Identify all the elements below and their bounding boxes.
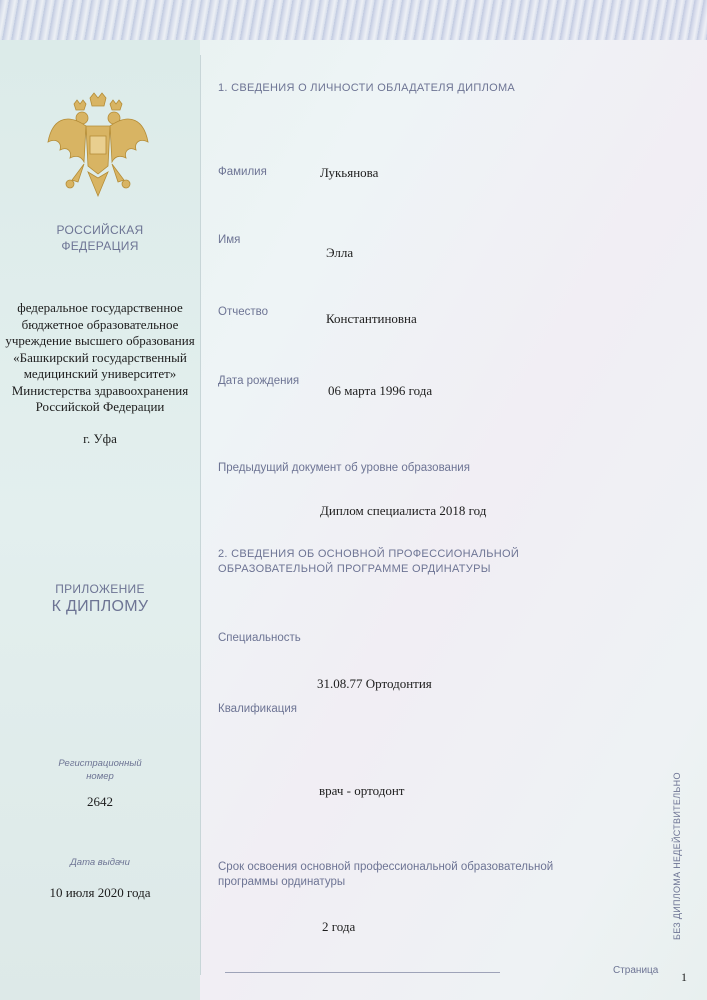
country-name	[0, 222, 200, 254]
birth-date-label: Дата рождения	[218, 375, 300, 387]
institution-line: федеральное государственное	[17, 300, 183, 315]
section-2-title-line-1: 2. СВЕДЕНИЯ ОБ ОСНОВНОЙ ПРОФЕССИОНАЛЬНОЙ	[218, 548, 520, 560]
term-label-line-1: Срок освоения основной профессиональной образовательной	[218, 861, 554, 873]
term-label-line-2: программы ординатуры	[218, 876, 346, 888]
city: г. Уфа	[83, 431, 117, 446]
institution-line: Российской Федерации	[35, 399, 165, 414]
registration-number: 2642	[87, 794, 113, 809]
section-1-title: 1. СВЕДЕНИЯ О ЛИЧНОСТИ ОБЛАДАТЕЛЯ ДИПЛОМА	[218, 82, 516, 94]
surname-label: Фамилия	[218, 166, 267, 178]
surname-value: Лукьянова	[320, 165, 379, 180]
top-guilloche-band	[0, 0, 707, 40]
institution-name	[0, 300, 200, 416]
institution-line: бюджетное образовательное	[21, 316, 179, 332]
previous-document-label: Предыдущий документ об уровне образования	[218, 462, 470, 474]
patronymic-label: Отчество	[218, 306, 268, 318]
page-label: Страница	[613, 965, 659, 976]
coat-of-arms-icon	[46, 92, 150, 202]
signature-line	[225, 972, 500, 973]
section-2-title	[218, 547, 519, 577]
issue-date-label: Дата выдачи	[70, 857, 130, 868]
name-value: Элла	[326, 245, 354, 260]
section-2-title-line-2: ОБРАЗОВАТЕЛЬНОЙ ПРОГРАММЕ ОРДИНАТУРЫ	[218, 563, 491, 575]
qualification-label: Квалификация	[218, 703, 298, 715]
patronymic-value: Константиновна	[326, 311, 417, 326]
specialty-value: 31.08.77 Ортодонтия	[317, 676, 432, 691]
registration-label-line-1: Регистрационный	[58, 758, 142, 769]
registration-label-line-2: номер	[86, 771, 114, 782]
term-value: 2 года	[322, 919, 356, 934]
previous-document-value: Диплом специалиста 2018 год	[320, 503, 487, 518]
country-line-2: ФЕДЕРАЦИЯ	[61, 239, 139, 253]
qualification-value: врач - ортодонт	[319, 783, 405, 798]
country-line-1: РОССИЙСКАЯ	[56, 223, 144, 237]
institution-line: «Башкирский государственный	[13, 349, 187, 365]
birth-date-value: 06 марта 1996 года	[328, 383, 433, 398]
specialty-label: Специальность	[218, 632, 301, 644]
appendix-line-1: ПРИЛОЖЕНИЕ	[55, 582, 145, 596]
appendix-title	[0, 581, 200, 617]
issue-date: 10 июля 2020 года	[49, 885, 151, 900]
institution-line: медицинский университет»	[23, 366, 177, 381]
invalid-without-diploma-note: БЕЗ ДИПЛОМА НЕДЕЙСТВИТЕЛЬНО	[672, 772, 682, 940]
page-number: 1	[681, 970, 687, 984]
registration-label	[0, 757, 200, 783]
institution-line: учреждение высшего образования	[5, 333, 195, 348]
page-fold-line	[200, 55, 201, 975]
institution-line: Министерства здравоохранения	[11, 382, 189, 398]
name-label: Имя	[218, 234, 241, 246]
appendix-line-2: К ДИПЛОМУ	[51, 598, 149, 615]
term-label	[218, 860, 553, 890]
